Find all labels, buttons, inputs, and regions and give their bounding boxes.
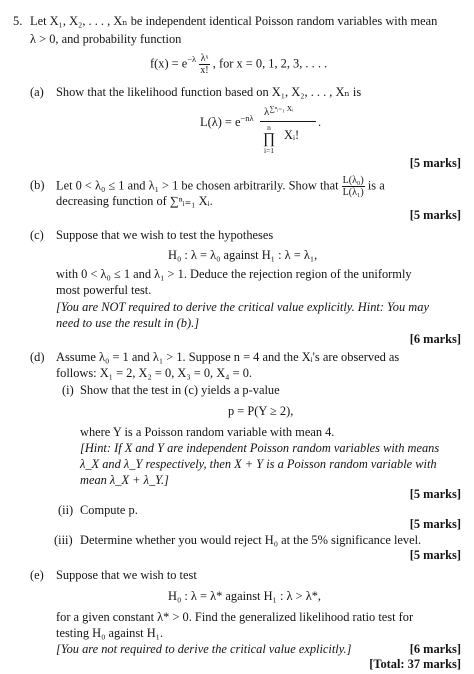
- part-a-text: Show that the likelihood function based on X₁, X₂, . . . , Xₙ is: [56, 85, 362, 99]
- part-d-i-hint-2: λ_X and λ_Y respectively, then X + Y is a Poisson random variable with: [80, 457, 437, 471]
- part-d-i-hint-1: [Hint: If X and Y are independent Poisson random variables with means: [80, 441, 440, 455]
- product-operator: [262, 124, 276, 155]
- part-d-i-hint-3: mean λ_X + λ_Y.]: [80, 473, 169, 487]
- question-number: 5.: [13, 14, 23, 28]
- part-d-ii-text: Compute p.: [80, 503, 138, 517]
- part-e-line-1: Suppose that we wish to test: [56, 568, 197, 582]
- part-b-label: (b): [30, 178, 45, 192]
- part-d-i-text: Show that the test in (c) yields a p-value: [80, 383, 280, 397]
- pmf-fraction: [199, 53, 209, 76]
- ratio-numerator: L(λ₀): [342, 175, 364, 186]
- part-e-hypotheses: H₀ : λ = λ* against H₁ : λ > λ*,: [168, 589, 321, 603]
- likelihood-lhs-text: L(λ) = e: [200, 115, 241, 129]
- likelihood-fraction-bar: [260, 121, 316, 122]
- part-d-i-label: (i): [62, 383, 74, 397]
- part-c-note-2: need to use the result in (b).]: [56, 316, 200, 330]
- part-d-i-line-2: where Y is a Poisson random variable with mean 4.: [80, 425, 335, 439]
- part-d-line-1: Assume λ₀ = 1 and λ₁ > 1. Suppose n = 4 and the Xᵢ's are observed as: [56, 350, 400, 364]
- part-b-marks: [5 marks]: [409, 208, 461, 222]
- part-b-line-2: decreasing function of ∑ⁿᵢ₌₁ Xᵢ.: [56, 194, 213, 208]
- part-c-note-1: [You are NOT required to derive the critical value explicitly. Hint: You may: [56, 300, 429, 314]
- part-b-text-1: Let 0 < λ₀ ≤ 1 and λ₁ > 1 be chosen arbitrarily. Show that: [56, 178, 339, 193]
- pmf-exponent: −λ: [187, 54, 197, 65]
- p-value-formula: p = P(Y ≥ 2),: [228, 404, 294, 418]
- part-d-i-marks: [5 marks]: [409, 487, 461, 501]
- product-symbol: ∏: [262, 131, 276, 147]
- total-marks: [Total: 37 marks]: [369, 657, 461, 671]
- part-d-iii-label: (iii): [54, 533, 73, 547]
- part-c-marks: [6 marks]: [409, 332, 461, 346]
- likelihood-end: .: [318, 115, 322, 129]
- part-d-ii-label: (ii): [58, 503, 74, 517]
- part-c-line-1: Suppose that we wish to test the hypotheses: [56, 228, 274, 242]
- part-d-iii-marks: [5 marks]: [409, 548, 461, 562]
- part-c-line-3: most powerful test.: [56, 283, 152, 297]
- part-a-label: (a): [30, 85, 44, 99]
- question-intro-line-1: Let X₁, X₂, . . . , Xₙ be independent identical Poisson random variables with mean: [30, 14, 438, 28]
- part-e-marks: [6 marks]: [409, 642, 461, 656]
- product-body: Xᵢ!: [284, 128, 300, 142]
- likelihood-num-base: λ: [264, 106, 270, 118]
- pmf-range: , for x = 0, 1, 2, 3, . . . .: [212, 56, 328, 71]
- ratio-denominator: L(λ₁): [342, 187, 364, 198]
- part-d-iii-text: Determine whether you would reject H₀ at the 5% significance level.: [80, 533, 422, 547]
- part-e-line-2: for a given constant λ* > 0. Find the generalized likelihood ratio test for: [56, 610, 414, 624]
- part-d-ii-marks: [5 marks]: [409, 517, 461, 531]
- likelihood-num-sup: ∑ⁿᵢ₌₁ Xᵢ: [269, 104, 294, 113]
- part-e-line-3: testing H₀ against H₁.: [56, 626, 164, 640]
- part-c-hypotheses: H₀ : λ = λ₀ against H₁ : λ = λ₁,: [168, 248, 318, 262]
- part-d-label: (d): [30, 350, 45, 364]
- question-intro-line-2: λ > 0, and probability function: [30, 32, 182, 46]
- part-c-line-2: with 0 < λ₀ ≤ 1 and λ₁ > 1. Deduce the rejection region of the uniformly: [56, 267, 412, 281]
- part-d-line-2: follows: X₁ = 2, X₂ = 0, X₃ = 0, X₄ = 0.: [56, 366, 252, 380]
- pmf-numerator: λˣ: [200, 53, 209, 64]
- part-e-label: (e): [30, 568, 44, 582]
- pmf-formula: [150, 53, 327, 76]
- part-e-note: [You are not required to derive the critical value explicitly.]: [56, 642, 352, 656]
- likelihood-ratio-fraction: [342, 175, 365, 198]
- likelihood-numerator: [264, 101, 293, 120]
- part-a-marks: [5 marks]: [409, 156, 461, 170]
- likelihood-exponent: −nλ: [240, 112, 254, 123]
- product-upper: n: [267, 123, 271, 132]
- likelihood-lhs: [200, 114, 254, 130]
- product-lower: i=1: [263, 146, 275, 155]
- pmf-denominator: x!: [200, 65, 209, 76]
- pmf-lhs: f(x) = e: [150, 56, 188, 71]
- part-c-label: (c): [30, 228, 44, 242]
- part-b-text-1-end: is a: [367, 178, 385, 193]
